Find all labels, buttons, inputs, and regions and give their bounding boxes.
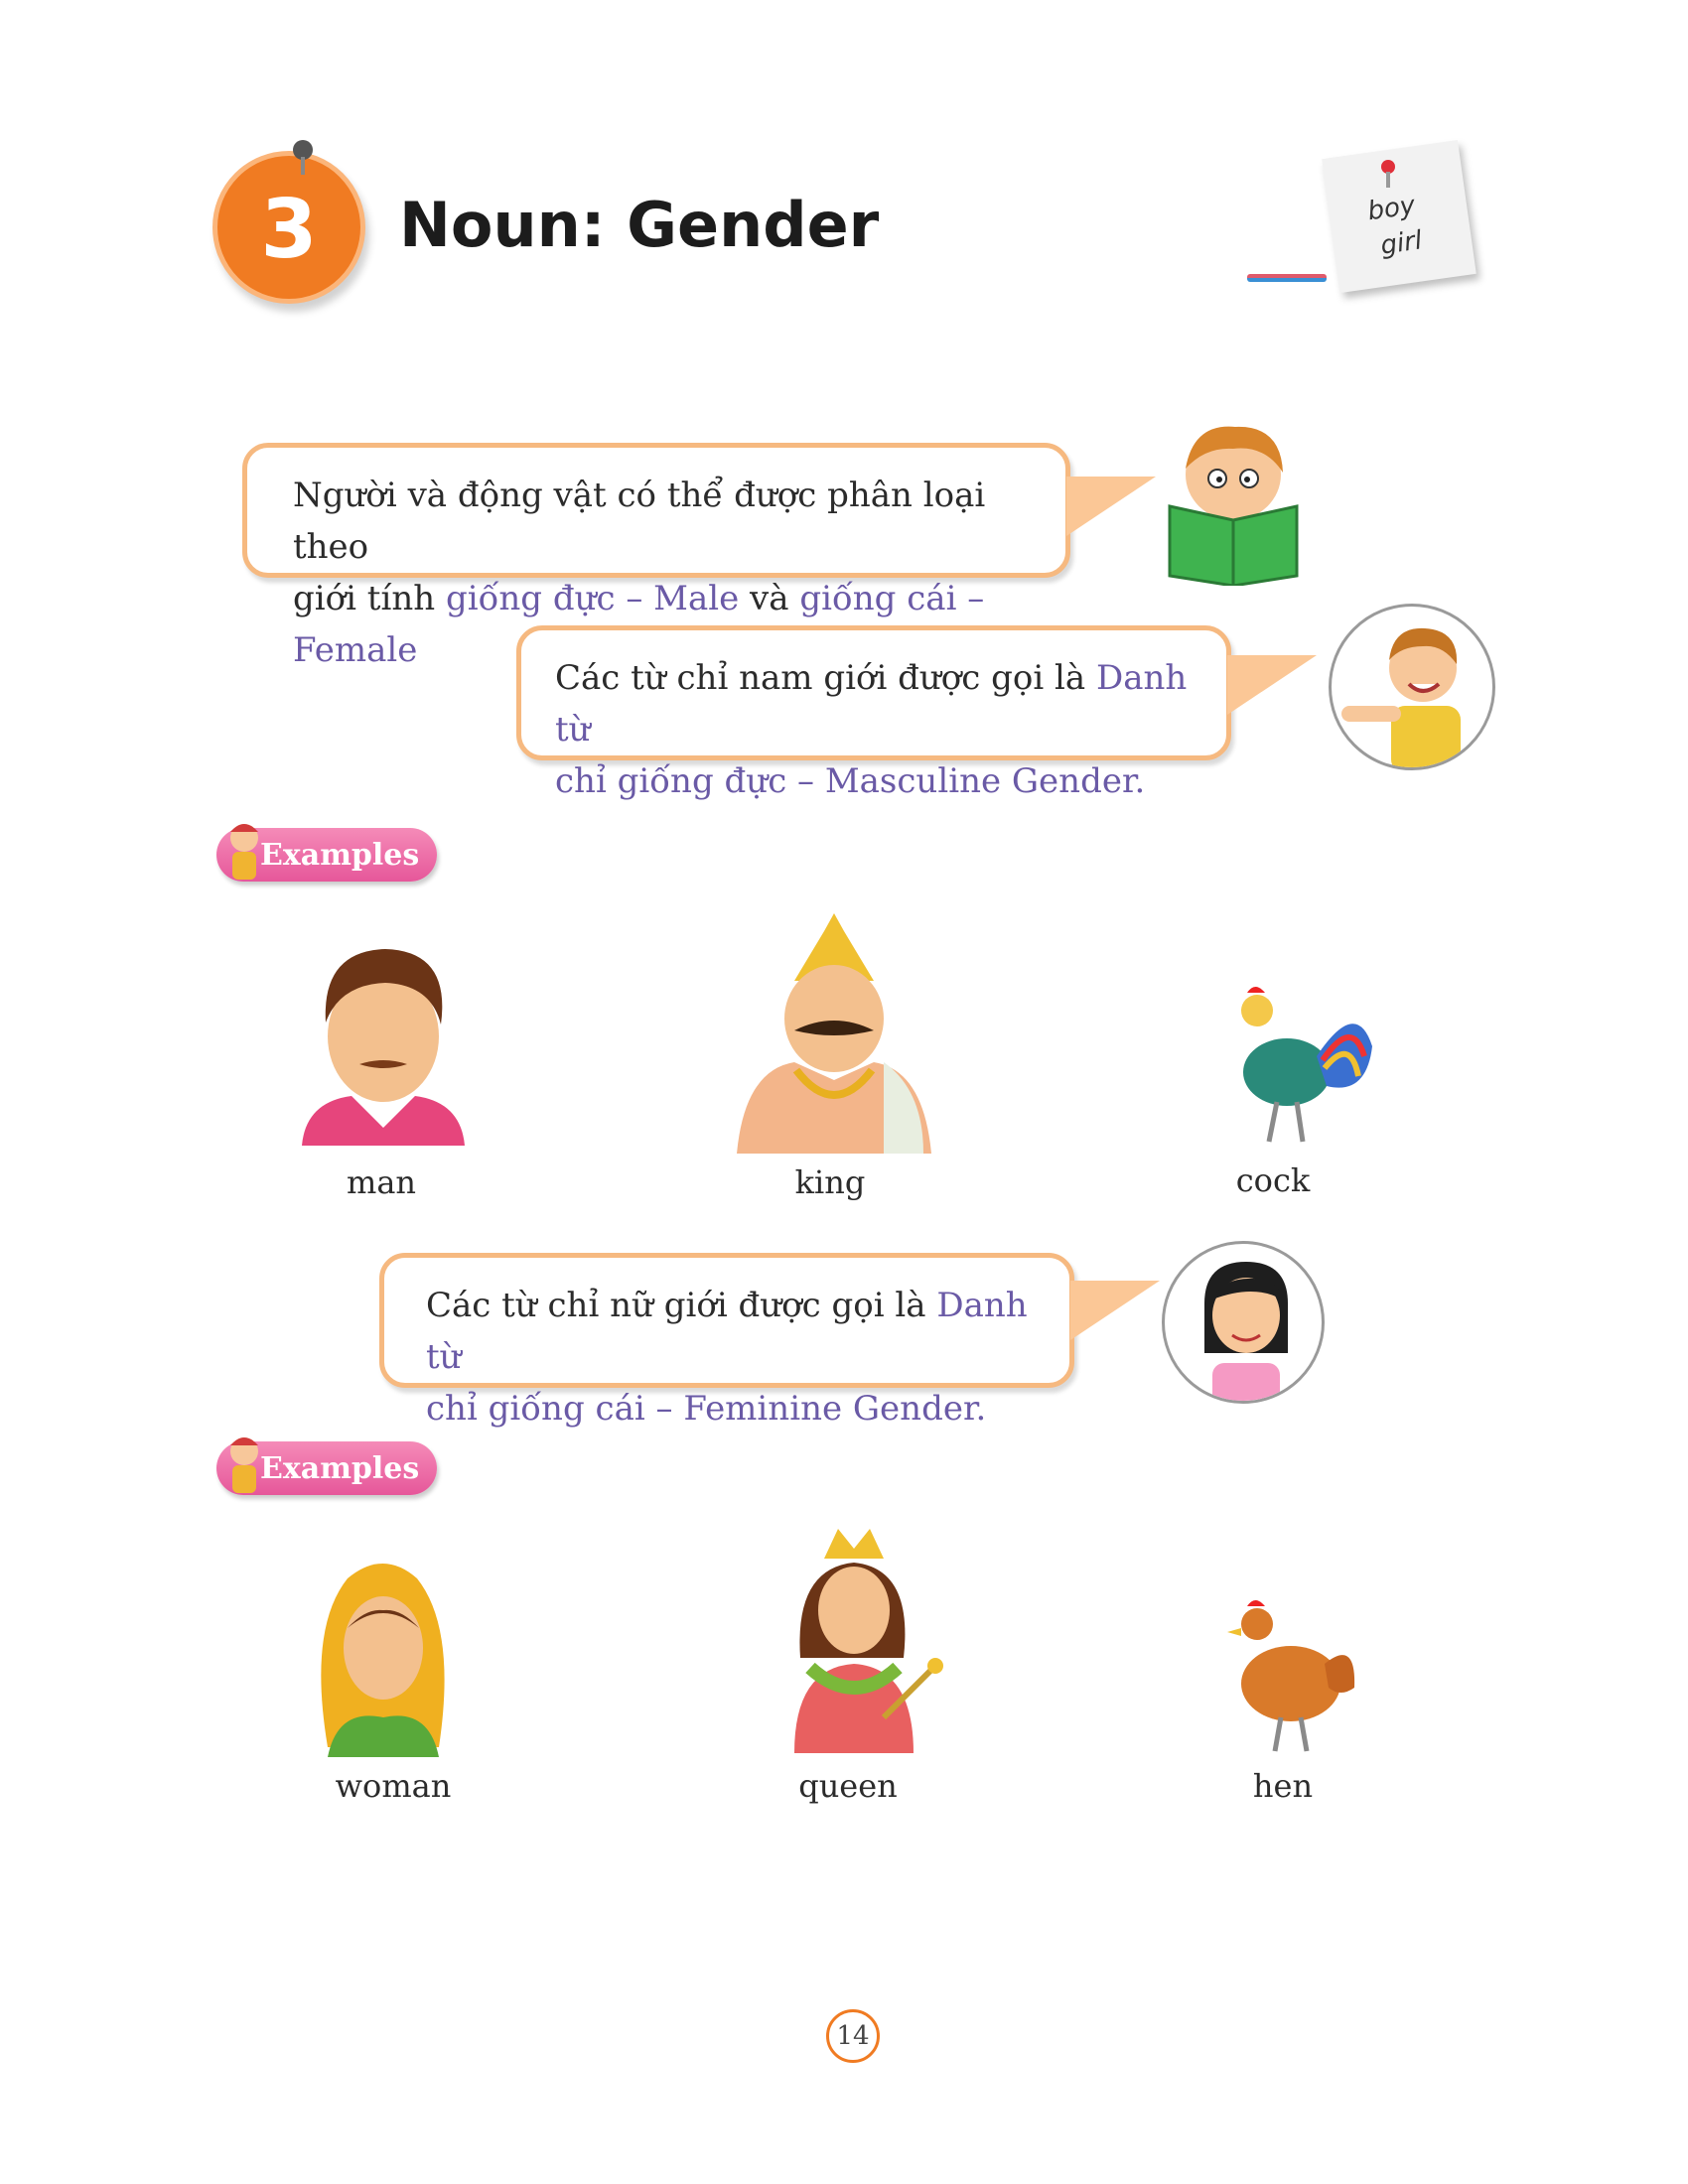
bubble-feminine-noun: Danh từ xyxy=(426,1286,1028,1377)
woman-illustration xyxy=(298,1549,467,1757)
bubble-masculine-line1 xyxy=(555,652,1226,755)
bubble-intro-male: giống đực – Male xyxy=(445,579,740,618)
bubble-tail xyxy=(1070,1277,1170,1346)
red-pin-icon xyxy=(1378,159,1398,193)
lesson-number: 3 xyxy=(260,183,318,277)
example-word-woman: woman xyxy=(335,1767,452,1805)
bubble-intro-female: giống cái – Female xyxy=(293,579,985,670)
page-title: Noun: Gender xyxy=(399,189,880,261)
speech-bubble-feminine xyxy=(379,1253,1074,1429)
note-word-boy: boy xyxy=(1365,190,1418,227)
examples-label-text: Examples xyxy=(260,837,420,873)
bubble-intro-text: giới tính xyxy=(293,579,446,618)
note-word-girl: girl xyxy=(1378,225,1424,261)
pointing-boy-avatar xyxy=(1329,604,1495,770)
rooster-illustration xyxy=(1217,977,1376,1146)
bubble-masculine-text: Các từ chỉ nam giới được gọi là xyxy=(555,658,1096,698)
king-illustration xyxy=(735,911,933,1154)
speech-bubble-intro xyxy=(242,443,1070,670)
pencil-icon xyxy=(1247,274,1327,282)
bubble-tail xyxy=(1227,651,1327,721)
example-word-man: man xyxy=(346,1163,417,1201)
boy-mascot-icon xyxy=(224,816,264,884)
bubble-intro-line1: Người và động vật có thể được phân loại theo xyxy=(293,476,986,567)
example-word-hen: hen xyxy=(1252,1767,1314,1805)
hen-illustration xyxy=(1221,1588,1360,1757)
girl-illustration xyxy=(1165,1244,1325,1404)
boy-reading-book-illustration xyxy=(1154,417,1313,586)
bubble-masculine-noun: Danh từ xyxy=(555,658,1188,750)
speech-bubble-masculine xyxy=(516,625,1231,801)
sticky-note-text xyxy=(1363,188,1424,265)
boy-mascot-icon xyxy=(224,1430,264,1497)
queen-illustration xyxy=(755,1519,953,1753)
bubble-feminine-line2: chỉ giống cái – Feminine Gender. xyxy=(426,1389,987,1429)
man-illustration xyxy=(292,933,471,1146)
example-word-queen: queen xyxy=(798,1767,898,1805)
bubble-intro-and: và xyxy=(739,579,800,618)
pointing-boy-illustration xyxy=(1332,607,1495,770)
bubble-feminine-text: Các từ chỉ nữ giới được gọi là xyxy=(426,1286,937,1325)
bubble-masculine-line2: chỉ giống đực – Masculine Gender. xyxy=(555,761,1146,801)
girl-avatar xyxy=(1162,1241,1325,1404)
bubble-tail xyxy=(1066,473,1166,542)
examples-label-text: Examples xyxy=(260,1450,420,1486)
bubble-feminine-line1 xyxy=(426,1280,1069,1383)
page-number: 14 xyxy=(826,2009,880,2063)
example-word-cock: cock xyxy=(1235,1161,1311,1199)
example-word-king: king xyxy=(794,1163,866,1201)
pushpin-icon xyxy=(288,139,318,179)
